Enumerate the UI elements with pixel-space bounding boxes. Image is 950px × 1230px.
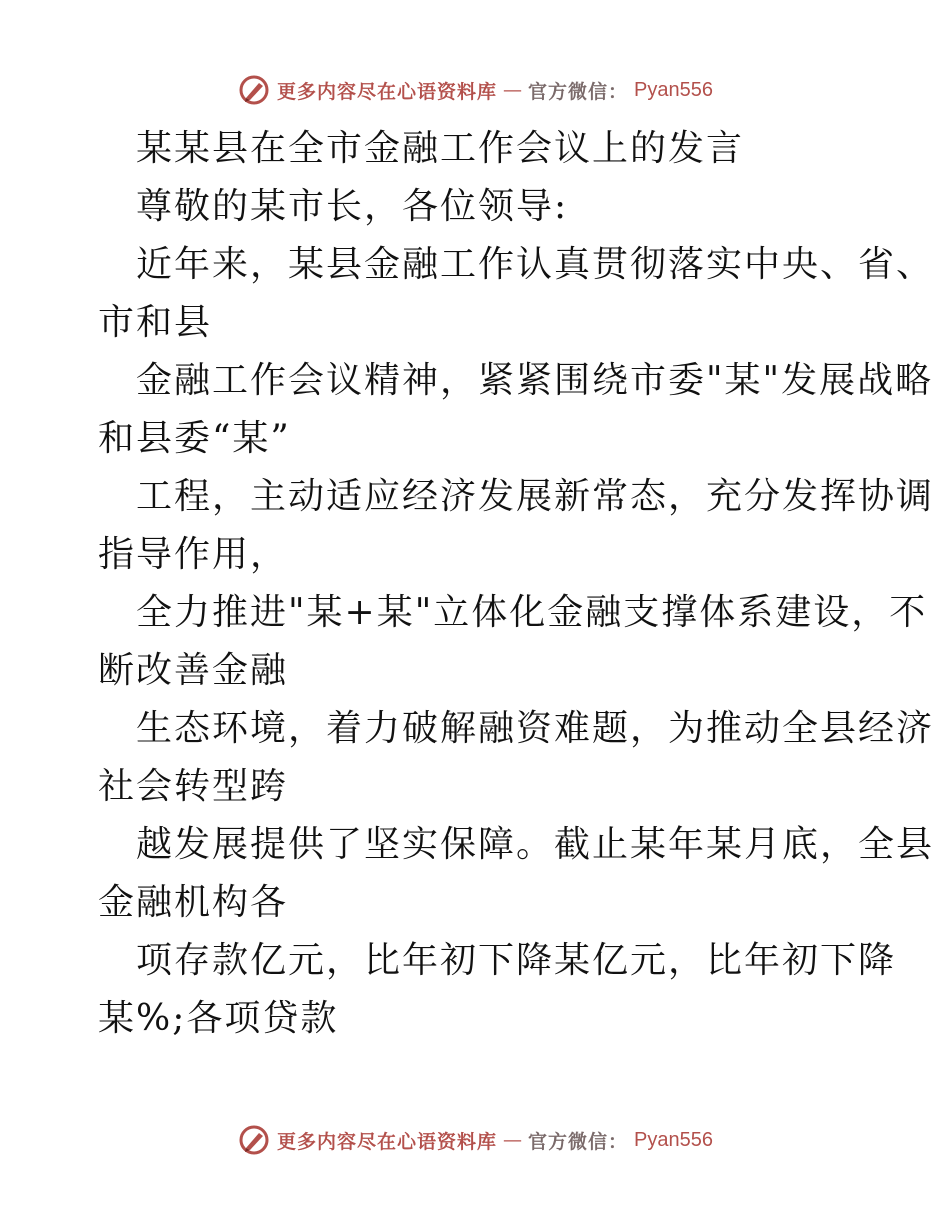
banner-separator: —	[503, 79, 523, 101]
banner-separator: —	[503, 1129, 523, 1151]
paragraph-line: 生态环境，着力破解融资难题，为推动全县经济	[136, 708, 935, 749]
salutation-line: 尊敬的某市长，各位领导:	[136, 186, 569, 227]
paragraph-line: 金融机构各	[98, 882, 289, 923]
banner-wechat-id: Pyan556	[634, 78, 713, 101]
banner-label: 官方微信：	[528, 80, 629, 103]
banner-main-text: 更多内容尽在心语资料库	[277, 1130, 498, 1153]
paragraph-line: 社会转型跨	[98, 766, 289, 807]
paragraph-line: 金融工作会议精神，紧紧围绕市委"某"发展战略	[136, 360, 934, 401]
paragraph-line: 某%;各项贷款	[98, 998, 339, 1039]
banner-main-text: 更多内容尽在心语资料库	[277, 80, 498, 103]
document-title: 某某县在全市金融工作会议上的发言	[136, 128, 745, 169]
header-banner	[0, 70, 950, 110]
banner-label: 官方微信：	[528, 1130, 629, 1153]
paragraph-line: 和县委“某”	[98, 418, 291, 459]
document-body	[98, 120, 935, 1048]
paragraph-line: 全力推进"某+某"立体化金融支撑体系建设，不	[136, 592, 928, 633]
paragraph-line: 指导作用，	[98, 534, 289, 575]
banner-wechat-id: Pyan556	[634, 1128, 713, 1151]
footer-banner	[0, 1120, 950, 1160]
pen-circle-logo-icon	[237, 73, 271, 107]
paragraph-line: 项存款亿元，比年初下降某亿元，比年初下降	[136, 940, 897, 981]
pen-circle-logo-icon	[237, 1123, 271, 1157]
paragraph-line: 近年来，某县金融工作认真贯彻落实中央、省、	[136, 244, 935, 285]
paragraph-line: 断改善金融	[98, 650, 289, 691]
paragraph-line: 越发展提供了坚实保障。截止某年某月底，全县	[136, 824, 935, 865]
paragraph-line: 市和县	[98, 302, 213, 343]
paragraph-line: 工程，主动适应经济发展新常态，充分发挥协调	[136, 476, 935, 517]
